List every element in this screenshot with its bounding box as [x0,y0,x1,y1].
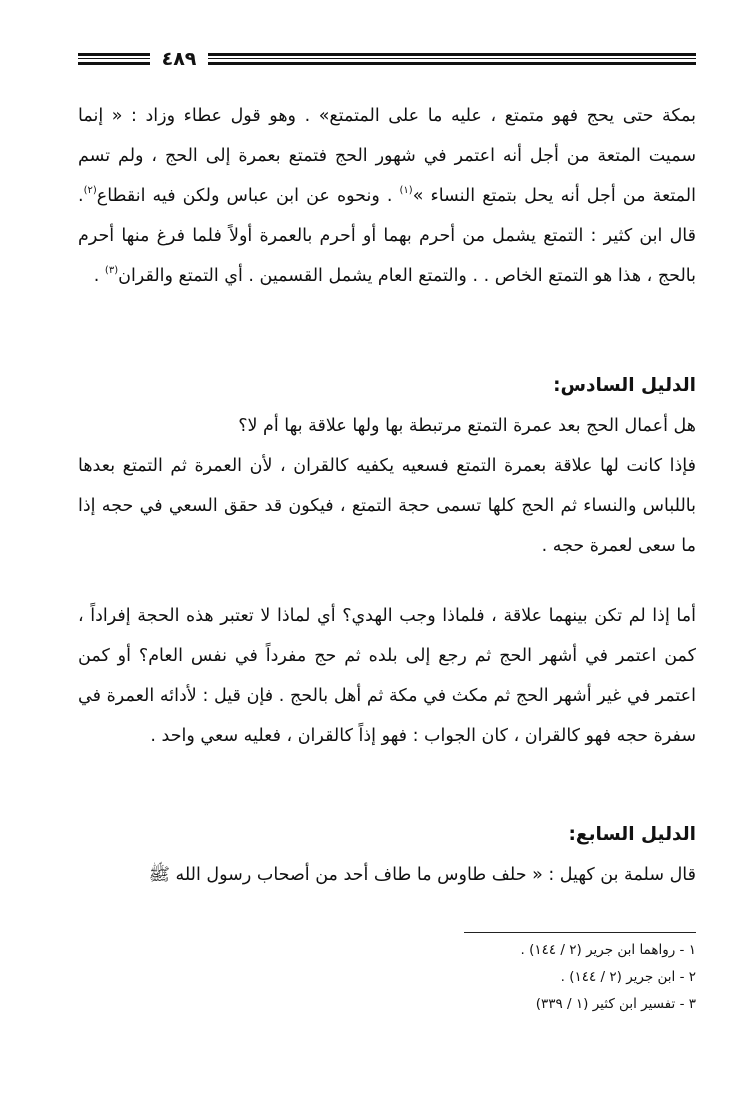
section-sixth-evidence [78,366,696,566]
footnote-3: ٣ - تفسير ابن كثير (١ / ٣٣٩) [535,996,696,1012]
footnote-ref-1: (١) [399,185,413,196]
paragraph-text: . [93,266,105,286]
heading-seventh-evidence: الدليل السابع: [568,824,696,845]
footnote-separator [464,932,696,933]
paragraph-ata-quote [78,96,696,296]
heading-sixth-evidence: الدليل السادس: [553,375,696,396]
paragraph-text: بمكة حتى يحج فهو متمتع ، عليه ما على المتمتع» . وهو قول عطاء وزاد : « إنما سميت المتعة من أجل أنه اعتمر في شهور الحج فتمتع بعمرة إلى الحج ، ولم تسم المتعة من أجل أنه يحل بتمتع النساء » [78,106,696,206]
footnotes [300,937,696,1018]
footnote-2: ٢ - ابن جرير (٢ / ١٤٤) . [560,969,696,985]
footnote-ref-2: (٢) [83,185,97,196]
paragraph-block-1 [78,96,696,296]
paragraph-block-if-unrelated [78,596,696,756]
paragraph-question: هل أعمال الحج بعد عمرة التمتع مرتبطة بها ولها علاقة بها أم لا؟ [238,416,696,436]
header-rule-right [208,53,696,65]
page-number: ٤٨٩ [161,48,197,70]
footnote-1: ١ - رواهما ابن جرير (٢ / ١٤٤) . [520,942,696,958]
paragraph-if-related: فإذا كانت لها علاقة بعمرة التمتع فسعيه يكفيه كالقران ، لأن العمرة ثم التمتع بعدها باللباس والنساء ثم الحج كلها تسمى حجة التمتع ، فيكون قد حقق السعي في حجه إذا ما سعى لعمرة حجه . [78,456,696,556]
section-seventh-evidence [78,815,696,895]
paragraph-salama-quote: قال سلمة بن كهيل : « حلف طاوس ما طاف أحد من أصحاب رسول الله ﷺ [148,865,696,885]
paragraph-text: . قال ابن كثير : التمتع يشمل من أحرم بهما أو أحرم بالعمرة أولاً فلما فرغ منها أحرم بالحج ، هذا هو التمتع الخاص . . والتمتع العام يشمل القسمين . أي التمتع والقران [78,186,696,286]
paragraph-if-unrelated: أما إذا لم تكن بينهما علاقة ، فلماذا وجب الهدي؟ أي لماذا لا تعتبر هذه الحجة إفراداً ، كمن اعتمر في أشهر الحج ثم رجع إلى بلده ثم حج مفرداً في نفس العام؟ أو كمن اعتمر في غير أشهر الحج ثم مكث في مكة ثم أهل بالحج . فإن قيل : لأدائه العمرة في سفرة حجه فهو كالقران ، كان الجواب : فهو إذاً كالقران ، فعليه سعي واحد . [78,606,696,746]
header-rule-left [78,53,150,65]
footnote-ref-3: (٣) [104,265,119,276]
paragraph-text: . ونحوه عن ابن عباس ولكن فيه انقطاع [96,186,400,206]
page-header [78,44,696,74]
